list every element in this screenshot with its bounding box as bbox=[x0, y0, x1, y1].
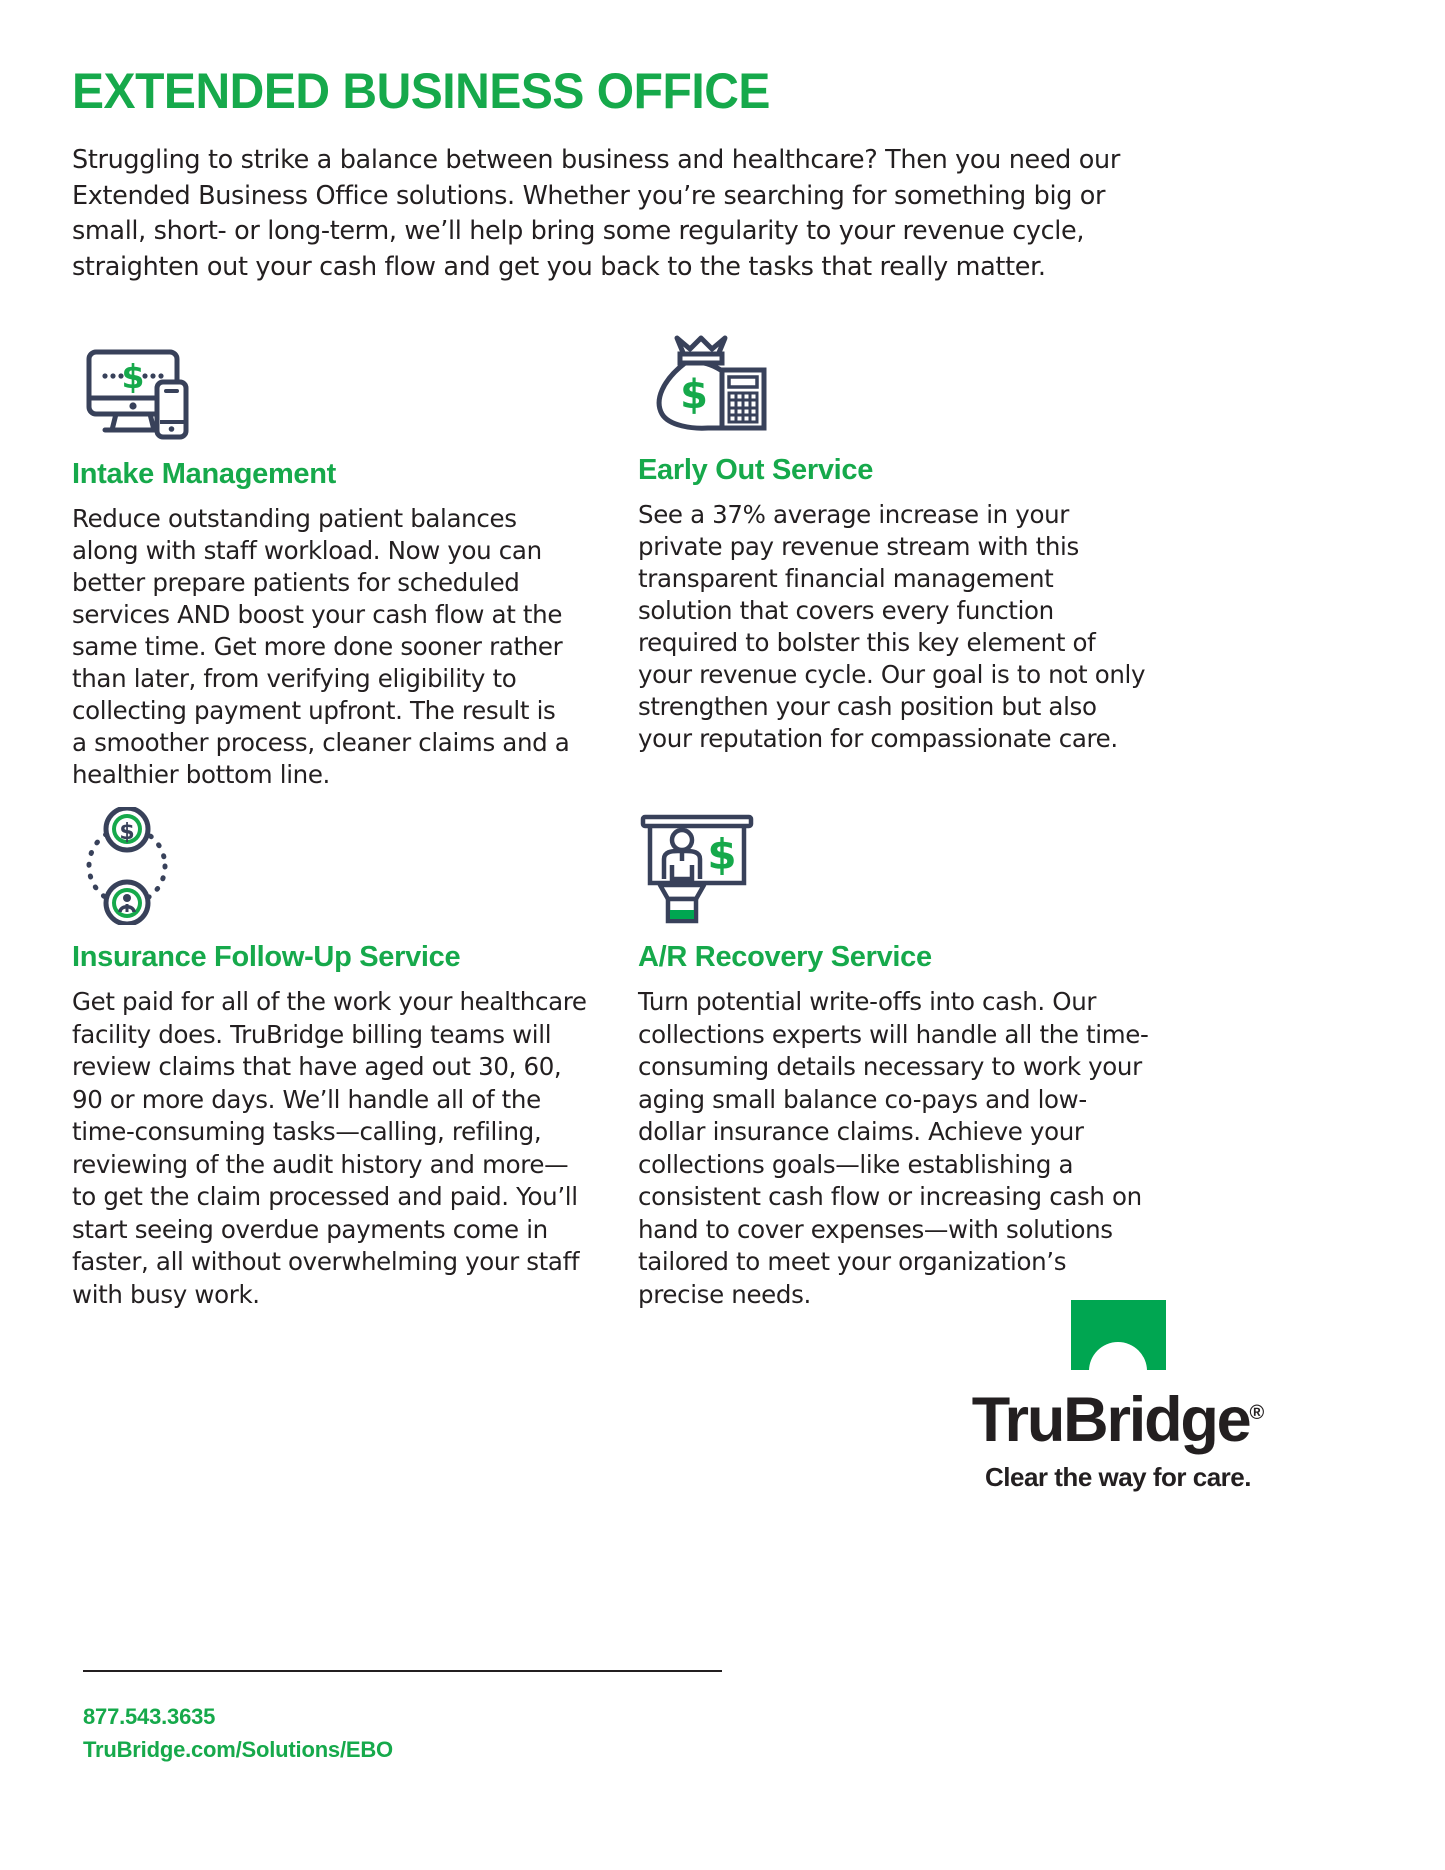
service-card-insurance-follow-up-service bbox=[72, 795, 592, 1311]
service-body: See a 37% average increase in your private pay revenue stream with this transparent financial management solution that covers every function required to bolster this key element of your revenue cycle. Our goal is to not only strengthen your cash position but also your reputation for compassionate care. bbox=[638, 500, 1146, 753]
svg-text:$: $ bbox=[121, 357, 145, 396]
logo-wordmark bbox=[972, 1384, 1264, 1456]
service-body: Reduce outstanding patient balances along with staff workload. Now you can better prepare patients for scheduled services AND boost your cash flow at the same time. Get more done sooner rather than later, from verifying eligibility to collecting payment upfront. The result is a smoother process, cleaner claims and a healthier bottom line. bbox=[72, 504, 570, 789]
svg-text:$: $ bbox=[119, 820, 135, 845]
service-card-ar-recovery-service bbox=[638, 795, 1150, 1311]
service-title: Early Out Service bbox=[638, 454, 874, 486]
svg-text:$: $ bbox=[707, 830, 737, 879]
presenter-board-dollar-icon bbox=[638, 795, 1150, 925]
service-body: Turn potential write-offs into cash. Our collections experts will handle all the time-consuming details necessary to work your aging small balance co-pays and low-dollar insurance claims. Achieve your collections goals—like establishing a consistent cash flow or increasing cash on hand to cover expenses—with solutions tailored to meet your organization’s precise needs. bbox=[638, 987, 1149, 1309]
page-title: EXTENDED BUSINESS OFFICE bbox=[72, 63, 770, 119]
service-title: Intake Management bbox=[72, 458, 337, 490]
coin-person-cycle-icon bbox=[72, 795, 592, 925]
service-title: A/R Recovery Service bbox=[638, 941, 932, 973]
registered-trademark-icon: ® bbox=[1249, 1402, 1265, 1424]
contact-url[interactable]: TruBridge.com/Solutions/EBO bbox=[83, 1737, 393, 1762]
logo-tagline: Clear the way for care. bbox=[985, 1462, 1251, 1492]
monitor-phone-dollar-icon bbox=[72, 322, 572, 442]
bridge-arch-icon bbox=[1071, 1300, 1166, 1370]
contact-block bbox=[83, 1700, 393, 1766]
svg-text:$: $ bbox=[680, 372, 708, 418]
service-body: Get paid for all of the work your healthcare facility does. TruBridge billing teams will review claims that have aged out 30, 60, 90 or more days. We’ll handle all of the time-consuming tasks—calling, refiling, reviewing of the audit history and more—to get the claim processed and paid. You’ll start seeing overdue payments come in faster, all without overwhelming your staff with busy work. bbox=[72, 987, 587, 1309]
service-card-early-out-service bbox=[638, 318, 1150, 755]
service-title: Insurance Follow-Up Service bbox=[72, 941, 461, 973]
trubridge-logo bbox=[868, 1300, 1368, 1493]
footer-divider bbox=[83, 1670, 722, 1672]
intro-paragraph: Struggling to strike a balance between business and healthcare? Then you need our Extended Business Office solutions. Whether you’re searching for something big or small, short- or long-term, we’ll help bring some regularity to your revenue cycle, straighten out your cash flow and get you back to the tasks that really matter. bbox=[72, 145, 1120, 282]
service-card-intake-management bbox=[72, 322, 572, 791]
contact-phone[interactable]: 877.543.3635 bbox=[83, 1704, 216, 1729]
logo-wordmark-text: TruBridge bbox=[971, 1385, 1250, 1455]
money-bag-calculator-icon bbox=[638, 318, 1150, 438]
